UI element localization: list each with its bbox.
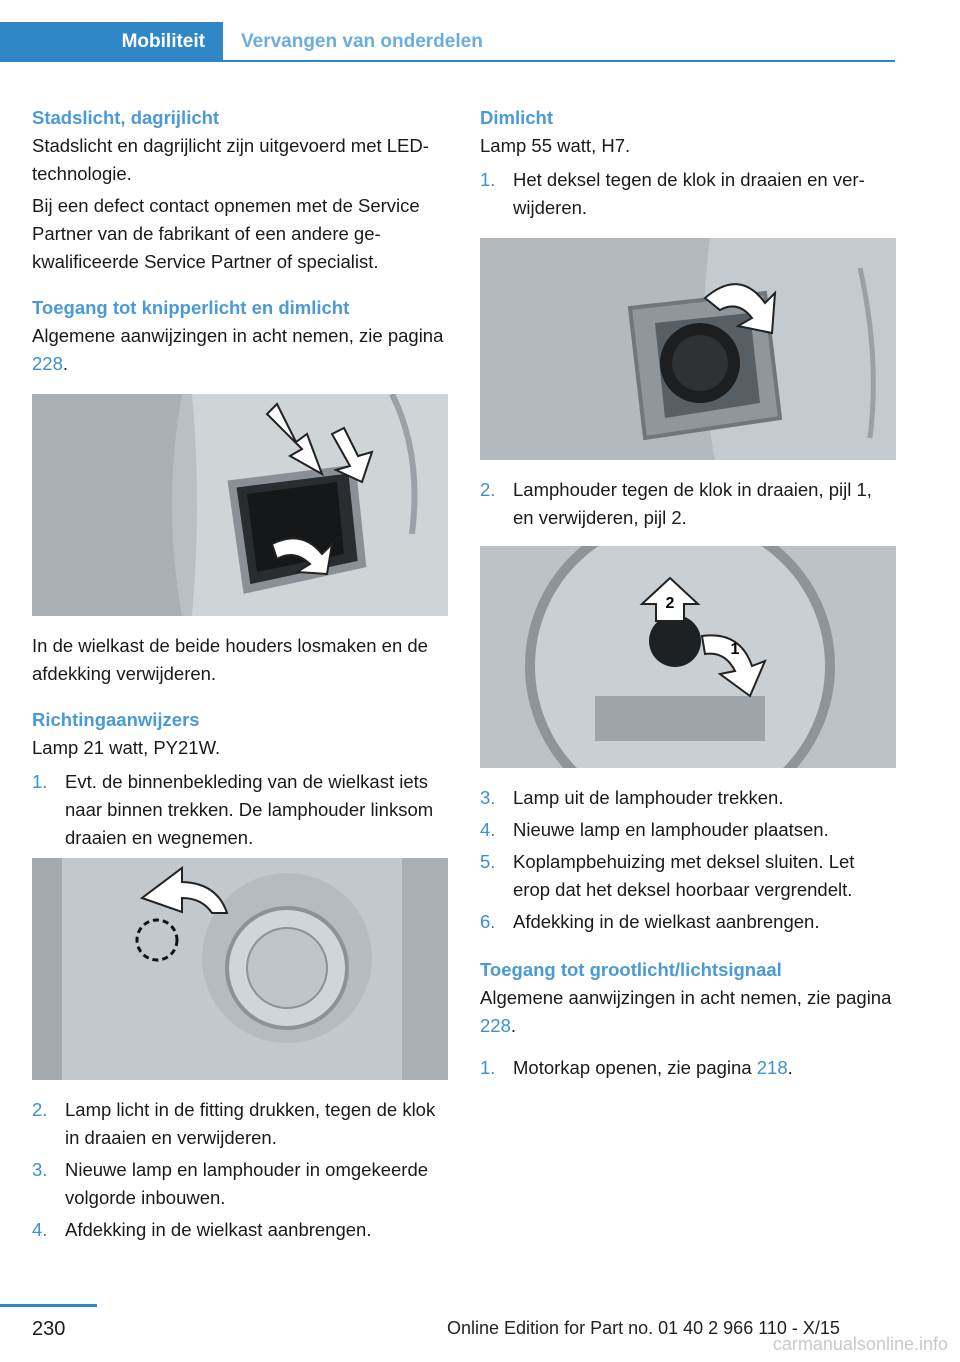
list-item: 3. Lamp uit de lamphouder trekken. [480, 787, 784, 808]
edition-text: Online Edition for Part no. 01 40 2 966 110 - X/15 [447, 1318, 840, 1338]
paragraph-aanwijzingen: Algemene aanwijzingen in acht nemen, zie pagina 228. [32, 325, 444, 374]
left-column [32, 104, 448, 1248]
steps-list-b [32, 1096, 448, 1244]
list-item: 2. Lamphouder tegen de klok in draaien, pijl 1, en verwijderen, pijl 2. [480, 479, 872, 528]
page-header [0, 0, 960, 62]
steps-list-a [32, 768, 448, 852]
heading-dimlicht: Dimlicht [480, 107, 553, 128]
paragraph-aanwijzingen-2: Algemene aanwijzingen in acht nemen, zie pagina 228. [480, 987, 892, 1036]
header-divider [223, 60, 895, 62]
wheel-arch-cover-image [32, 394, 448, 616]
step-1-list [480, 166, 896, 222]
footer-divider [0, 1304, 97, 1307]
section-tab[interactable]: Vervangen van onderdelen [241, 31, 483, 52]
step-2-list [480, 476, 896, 532]
paragraph-led: Stadslicht en dagrijlicht zijn uitgevoerd met LED-technologie. [32, 135, 429, 184]
list-item: 1. Motorkap openen, zie pagina 218. [480, 1057, 793, 1078]
paragraph-houders: In de wielkast de beide houders losmaken en de afdekking verwijderen. [32, 635, 428, 684]
arrow-label-1: 1 [730, 641, 740, 658]
list-item: 1. Het deksel tegen de klok in draaien en verwijderen. [480, 169, 865, 218]
paragraph-lamp55: Lamp 55 watt, H7. [480, 135, 631, 156]
arrow-label-2: 2 [665, 595, 675, 612]
paragraph-lamp21: Lamp 21 watt, PY21W. [32, 737, 221, 758]
heading-toegang-knipper: Toegang tot knipperlicht en dimlicht [32, 297, 350, 318]
page-number: 230 [32, 1318, 66, 1340]
paragraph-defect: Bij een defect contact opnemen met de Service Partner van de fabrikant of een andere gekwalificeerde Service Partner of specialist. [32, 195, 420, 272]
list-item: 6. Afdekking in de wielkast aanbrengen. [480, 911, 820, 932]
heading-stadslicht: Stadslicht, dagrijlicht [32, 107, 220, 128]
list-item: 4. Afdekking in de wielkast aanbrengen. [32, 1219, 372, 1240]
list-item: 1. Evt. de binnenbekleding van de wielkast iets naar binnen trekken. De lamphouder linksom draaien en wegnemen. [32, 771, 434, 848]
steps-list-c [480, 784, 896, 936]
list-item: 3. Nieuwe lamp en lamphouder in omgekeerde volgorde inbouwen. [32, 1159, 429, 1208]
list-item: 4. Nieuwe lamp en lamphouder plaatsen. [480, 819, 829, 840]
chapter-tab[interactable]: Mobiliteit [0, 22, 223, 62]
page-link-228-b[interactable]: 228 [480, 1015, 511, 1036]
page-link-228[interactable]: 228 [32, 353, 63, 374]
step-last-list [480, 1054, 896, 1082]
lamp-holder-arrows-image [480, 546, 896, 768]
watermark: carmanualsonline.info [772, 1334, 948, 1354]
heading-richtingaanwijzers: Richtingaanwijzers [32, 709, 200, 730]
lamp-holder-image [32, 858, 448, 1080]
right-column [480, 104, 896, 1086]
heading-grootlicht: Toegang tot grootlicht/lichtsignaal [480, 959, 782, 980]
list-item: 2. Lamp licht in de fitting drukken, tegen de klok in draaien en verwijderen. [32, 1099, 436, 1148]
headlamp-cover-image [480, 238, 896, 460]
page-link-218[interactable]: 218 [756, 1057, 788, 1078]
list-item: 5. Koplampbehuizing met deksel sluiten. Let erop dat het deksel hoorbaar vergrendelt. [480, 851, 855, 900]
